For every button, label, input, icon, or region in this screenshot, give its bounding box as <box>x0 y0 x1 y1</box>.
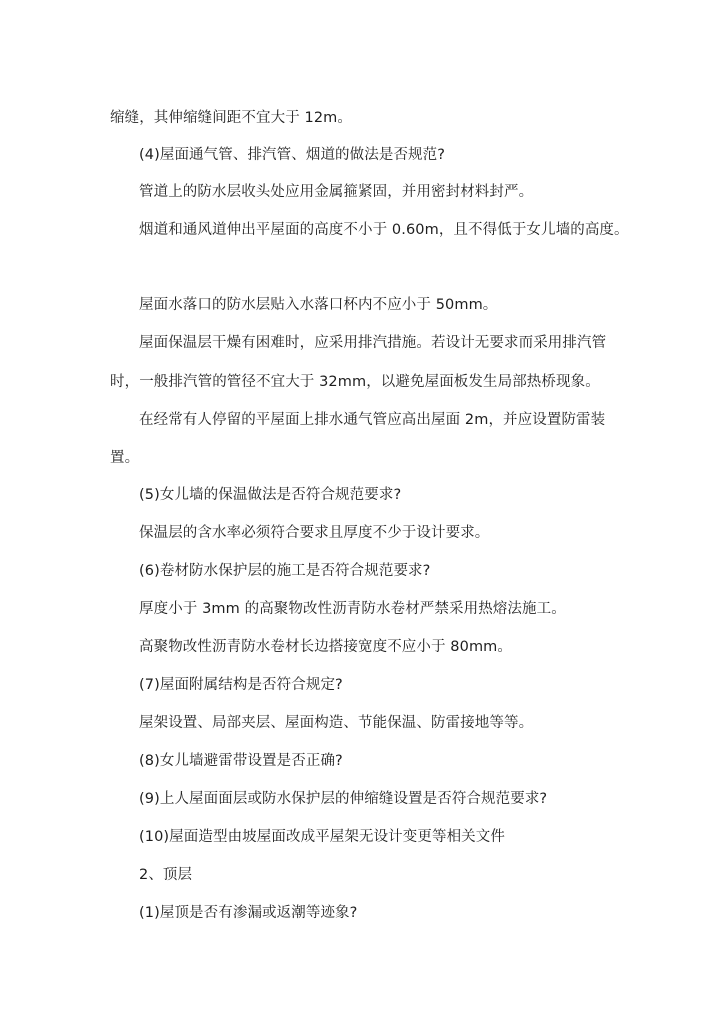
text-line: (1)屋顶是否有渗漏或返潮等迹象? <box>139 905 358 921</box>
text-line: 高聚物改性沥青防水卷材长边搭接宽度不应小于 80mm。 <box>139 639 513 655</box>
text-line: (9)上人屋面面层或防水保护层的伸缩缝设置是否符合规范要求? <box>139 791 548 807</box>
text-line: (4)屋面通气管、排汽管、烟道的做法是否规范? <box>139 147 446 163</box>
text-line: (6)卷材防水保护层的施工是否符合规范要求? <box>139 563 431 579</box>
text-line: 置。 <box>110 450 140 466</box>
text-line: 缩缝，其伸缩缝间距不宜大于 12m。 <box>110 110 352 126</box>
text-line: 屋面水落口的防水层贴入水落口杯内不应小于 50mm。 <box>139 297 498 313</box>
text-line: 屋面保温层干燥有困难时，应采用排汽措施。若设计无要求而采用排汽管 <box>139 335 607 351</box>
text-line: 保温层的含水率必须符合要求且厚度不少于设计要求。 <box>139 525 490 541</box>
text-line: (8)女儿墙避雷带设置是否正确? <box>139 753 343 769</box>
text-line: (7)屋面附属结构是否符合规定? <box>139 677 343 693</box>
text-line: 厚度小于 3mm 的高聚物改性沥青防水卷材严禁采用热熔法施工。 <box>139 601 566 617</box>
text-line: (10)屋面造型由坡屋面改成平屋架无设计变更等相关文件 <box>139 829 505 845</box>
text-line: 屋架设置、局部夹层、屋面构造、节能保温、防雷接地等等。 <box>139 715 534 731</box>
text-line: 在经常有人停留的平屋面上排水通气管应高出屋面 2m，并应设置防雷装 <box>139 412 606 428</box>
text-line: 时，一般排汽管的管径不宜大于 32mm，以避免屋面板发生局部热桥现象。 <box>110 374 600 390</box>
text-line: 2、顶层 <box>139 867 193 883</box>
text-line: 烟道和通风道伸出平屋面的高度不小于 0.60m，且不得低于女儿墙的高度。 <box>139 222 629 238</box>
text-line: (5)女儿墙的保温做法是否符合规范要求? <box>139 487 402 503</box>
text-line: 管道上的防水层收头处应用金属箍紧固，并用密封材料封严。 <box>139 184 534 200</box>
